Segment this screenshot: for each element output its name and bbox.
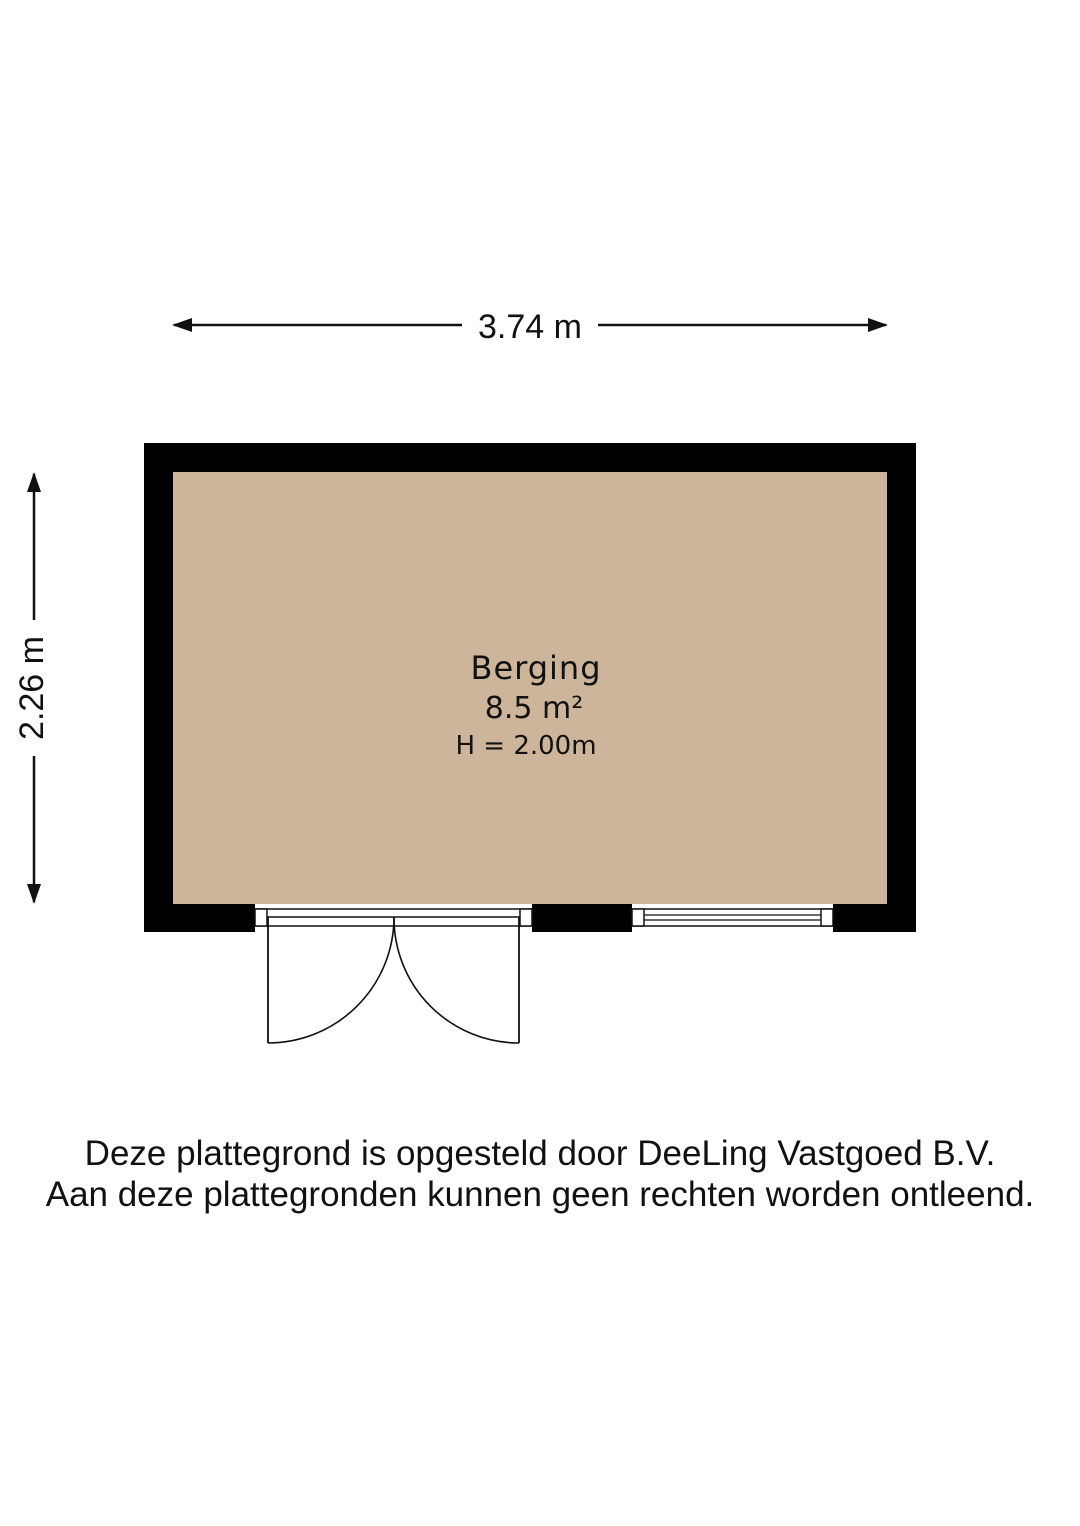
window (632, 909, 833, 926)
height-arrow-bottom-icon (27, 884, 41, 904)
height-arrow-top-icon (27, 472, 41, 492)
disclaimer-line-2: Aan deze plattegronden kunnen geen rechten worden ontleend. (45, 1175, 1035, 1214)
door-swing-right (394, 917, 519, 1043)
window-jamb-left (632, 909, 644, 926)
wall-left (144, 443, 173, 932)
room-name: Berging (470, 649, 602, 687)
width-dimension-label: 3.74 m (478, 308, 582, 346)
width-arrow-left-icon (172, 318, 192, 332)
height-dimension-label: 2.26 m (12, 636, 51, 740)
width-dimension (172, 308, 888, 346)
room-height: H = 2.00m (455, 731, 597, 761)
wall-bottom-middle (532, 904, 632, 932)
door-jamb-left (255, 909, 267, 926)
double-door (255, 909, 532, 1043)
window-jamb-right (821, 909, 833, 926)
wall-top (144, 443, 916, 472)
window-frame (632, 909, 833, 926)
room-area: 8.5 m² (484, 691, 584, 726)
wall-right (887, 443, 916, 932)
wall-bottom-right (833, 904, 916, 932)
wall-bottom-left (144, 904, 255, 932)
room-floor (172, 471, 888, 904)
door-swing-left (268, 917, 394, 1043)
height-dimension (13, 472, 51, 904)
door-jamb-right (520, 909, 532, 926)
disclaimer-line-1: Deze plattegrond is opgesteld door DeeLing Vastgoed B.V. (84, 1134, 996, 1173)
width-arrow-right-icon (868, 318, 888, 332)
